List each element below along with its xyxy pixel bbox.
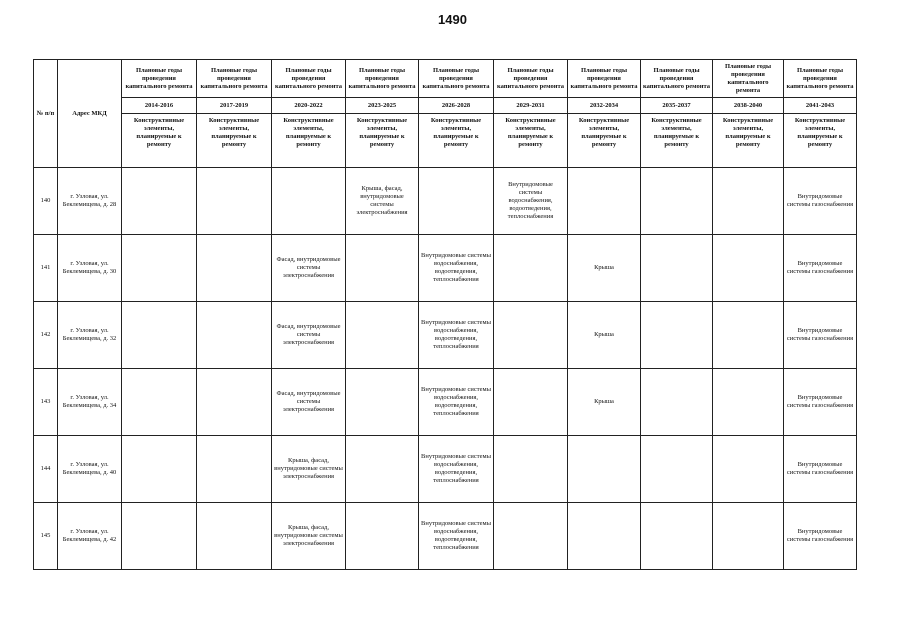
period-years: 2035-2037: [641, 98, 713, 114]
row-number: 143: [34, 369, 58, 436]
repair-elements-cell: [197, 302, 272, 369]
period-years: 2017-2019: [197, 98, 272, 114]
table-row: [34, 369, 857, 436]
repair-elements-cell: Внутридомовые системы газоснабжения: [784, 436, 857, 503]
repair-elements-cell: Крыша, фасад, внутридомовые системы электроснабжения: [346, 168, 419, 235]
repair-elements-cell: Внутридомовые системы газоснабжения: [784, 235, 857, 302]
repair-elements-cell: [122, 168, 197, 235]
repair-elements-cell: [568, 436, 641, 503]
repair-elements-cell: [122, 503, 197, 570]
repair-elements-cell: [494, 503, 568, 570]
table-body: [34, 168, 857, 570]
period-title: Плановые годы проведения капитального ремонта: [419, 60, 494, 98]
row-address: г. Узловая, ул. Беклемищева, д. 42: [58, 503, 122, 570]
header-row-elements: [34, 114, 857, 168]
period-elements: Конструктивные элементы, планируемые к ремонту: [568, 114, 641, 168]
period-elements: Конструктивные элементы, планируемые к ремонту: [346, 114, 419, 168]
table-row: [34, 168, 857, 235]
repair-elements-cell: [713, 436, 784, 503]
repair-elements-cell: [713, 168, 784, 235]
period-elements: Конструктивные элементы, планируемые к ремонту: [197, 114, 272, 168]
repair-elements-cell: Внутридомовые системы водоснабжения, водоотведения, теплоснабжения: [419, 436, 494, 503]
repair-elements-cell: [494, 369, 568, 436]
period-elements: Конструктивные элементы, планируемые к ремонту: [784, 114, 857, 168]
period-elements: Конструктивные элементы, планируемые к ремонту: [272, 114, 346, 168]
repair-elements-cell: [494, 436, 568, 503]
period-elements: Конструктивные элементы, планируемые к ремонту: [122, 114, 197, 168]
header-num: № п/п: [34, 60, 58, 168]
repair-elements-cell: Внутридомовые системы водоснабжения, водоотведения, теплоснабжения: [419, 302, 494, 369]
repair-elements-cell: [122, 436, 197, 503]
row-number: 142: [34, 302, 58, 369]
period-elements: Конструктивные элементы, планируемые к ремонту: [713, 114, 784, 168]
repair-elements-cell: [641, 503, 713, 570]
repair-elements-cell: [641, 436, 713, 503]
row-address: г. Узловая, ул. Беклемищева, д. 34: [58, 369, 122, 436]
repair-elements-cell: [641, 235, 713, 302]
repair-elements-cell: Крыша: [568, 235, 641, 302]
repair-elements-cell: Фасад, внутридомовые системы электроснабжения: [272, 369, 346, 436]
row-address: г. Узловая, ул. Беклемищева, д. 28: [58, 168, 122, 235]
repair-elements-cell: [568, 503, 641, 570]
repair-elements-cell: [568, 168, 641, 235]
repair-elements-cell: [641, 168, 713, 235]
row-number: 144: [34, 436, 58, 503]
repair-elements-cell: Крыша: [568, 369, 641, 436]
period-title: Плановые годы проведения капитального ремонта: [784, 60, 857, 98]
header-row-years: [34, 98, 857, 114]
repair-elements-cell: [494, 302, 568, 369]
repair-elements-cell: [346, 235, 419, 302]
repair-elements-cell: [122, 302, 197, 369]
table-row: [34, 436, 857, 503]
period-years: 2041-2043: [784, 98, 857, 114]
repair-elements-cell: [122, 369, 197, 436]
repair-elements-cell: [641, 369, 713, 436]
page-number: 1490: [438, 12, 467, 27]
repair-elements-cell: [346, 503, 419, 570]
repair-elements-cell: [713, 302, 784, 369]
row-number: 145: [34, 503, 58, 570]
repair-elements-cell: [346, 302, 419, 369]
repair-elements-cell: [122, 235, 197, 302]
repair-elements-cell: [419, 168, 494, 235]
repair-elements-cell: [197, 235, 272, 302]
period-title: Плановые годы проведения капитального ремонта: [346, 60, 419, 98]
repair-elements-cell: Крыша: [568, 302, 641, 369]
period-title: Плановые годы проведения капитального ремонта: [641, 60, 713, 98]
capital-repair-table: [33, 59, 857, 570]
header-address: Адрес МКД: [58, 60, 122, 168]
period-title: Плановые годы проведения капитального ремонта: [122, 60, 197, 98]
period-years: 2020-2022: [272, 98, 346, 114]
period-elements: Конструктивные элементы, планируемые к ремонту: [419, 114, 494, 168]
repair-elements-cell: Внутридомовые системы газоснабжения: [784, 302, 857, 369]
repair-elements-cell: Внутридомовые системы газоснабжения: [784, 369, 857, 436]
repair-elements-cell: [197, 503, 272, 570]
repair-elements-cell: [197, 436, 272, 503]
header-row-titles: [34, 60, 857, 98]
repair-elements-cell: [197, 168, 272, 235]
period-elements: Конструктивные элементы, планируемые к ремонту: [494, 114, 568, 168]
repair-elements-cell: Крыша, фасад, внутридомовые системы электроснабжения: [272, 436, 346, 503]
period-title: Плановые годы проведения капитального ремонта: [494, 60, 568, 98]
repair-elements-cell: Внутридомовые системы водоснабжения, водоотведения, теплоснабжения: [494, 168, 568, 235]
repair-elements-cell: Крыша, фасад, внутридомовые системы электроснабжения: [272, 503, 346, 570]
period-years: 2029-2031: [494, 98, 568, 114]
repair-elements-cell: Внутридомовые системы газоснабжения: [784, 168, 857, 235]
period-years: 2023-2025: [346, 98, 419, 114]
repair-elements-cell: [346, 436, 419, 503]
repair-elements-cell: [713, 369, 784, 436]
row-number: 141: [34, 235, 58, 302]
repair-elements-cell: Внутридомовые системы водоснабжения, водоотведения, теплоснабжения: [419, 369, 494, 436]
period-years: 2032-2034: [568, 98, 641, 114]
repair-elements-cell: Внутридомовые системы водоснабжения, водоотведения, теплоснабжения: [419, 503, 494, 570]
period-title: Плановые годы проведения капитального ремонта: [272, 60, 346, 98]
repair-elements-cell: Фасад, внутридомовые системы электроснабжения: [272, 302, 346, 369]
row-address: г. Узловая, ул. Беклемищева, д. 30: [58, 235, 122, 302]
repair-elements-cell: [494, 235, 568, 302]
row-number: 140: [34, 168, 58, 235]
period-title: Плановые годы проведения капитального ремонта: [568, 60, 641, 98]
repair-elements-cell: [713, 503, 784, 570]
repair-elements-cell: [641, 302, 713, 369]
table-row: [34, 302, 857, 369]
repair-elements-cell: [346, 369, 419, 436]
period-years: 2026-2028: [419, 98, 494, 114]
table-row: [34, 503, 857, 570]
period-title: Плановые годы проведения капитального ремонта: [713, 60, 784, 98]
row-address: г. Узловая, ул. Беклемищева, д. 40: [58, 436, 122, 503]
period-elements: Конструктивные элементы, планируемые к ремонту: [641, 114, 713, 168]
repair-elements-cell: [197, 369, 272, 436]
table-row: [34, 235, 857, 302]
repair-elements-cell: [272, 168, 346, 235]
row-address: г. Узловая, ул. Беклемищева, д. 32: [58, 302, 122, 369]
repair-elements-cell: Фасад, внутридомовые системы электроснабжения: [272, 235, 346, 302]
repair-elements-cell: Внутридомовые системы водоснабжения, водоотведения, теплоснабжения: [419, 235, 494, 302]
repair-elements-cell: Внутридомовые системы газоснабжения: [784, 503, 857, 570]
period-years: 2014-2016: [122, 98, 197, 114]
repair-elements-cell: [713, 235, 784, 302]
period-years: 2038-2040: [713, 98, 784, 114]
period-title: Плановые годы проведения капитального ремонта: [197, 60, 272, 98]
